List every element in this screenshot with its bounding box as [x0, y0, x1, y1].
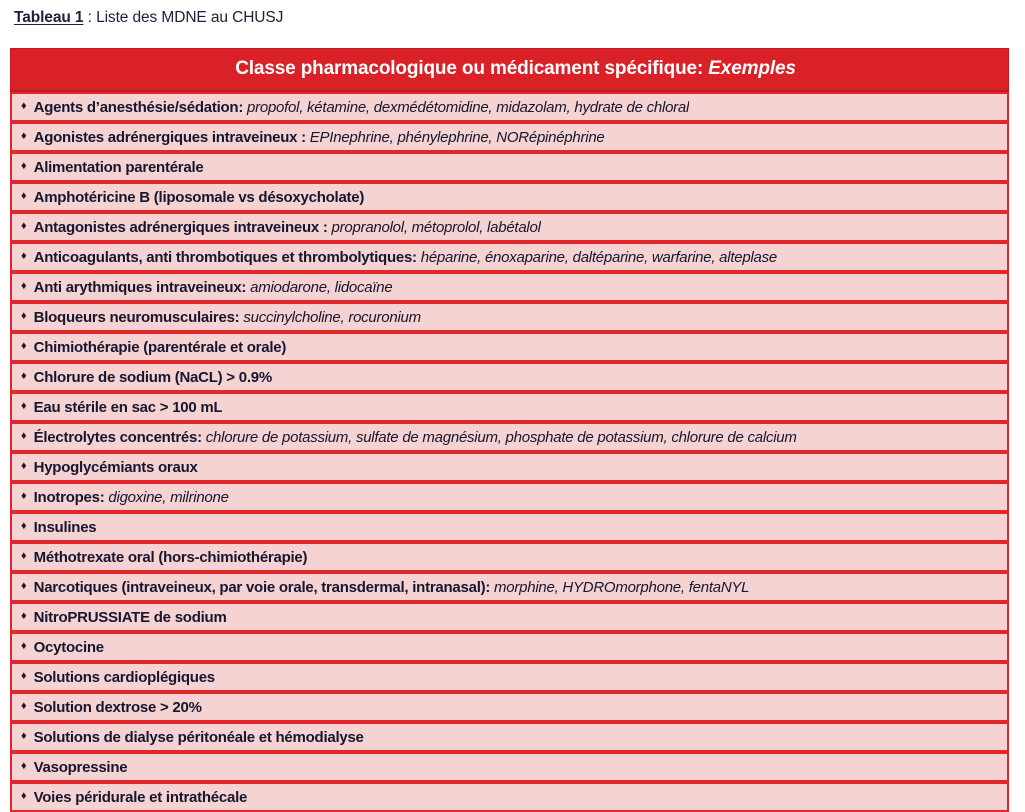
- list-item-label: Solutions de dialyse péritonéale et hémodialyse: [33, 728, 364, 746]
- list-item: [12, 484, 1007, 510]
- table-caption-text: : Liste des MDNE au CHUSJ: [83, 9, 284, 26]
- list-item-text: [34, 249, 777, 266]
- table-row: [10, 602, 1009, 632]
- list-item-text: [34, 219, 541, 236]
- list-item-label: Chimiothérapie (parentérale et orale): [33, 338, 287, 356]
- table-caption: [14, 8, 283, 28]
- list-item: [12, 454, 1007, 480]
- table-cell: [10, 152, 1009, 182]
- table-row: [10, 632, 1009, 662]
- list-item-text: [34, 309, 421, 326]
- table-header-examples-word: Exemples: [708, 58, 796, 79]
- mdne-table: [10, 48, 1009, 812]
- table-row: [10, 422, 1009, 452]
- list-item-text: [34, 189, 365, 206]
- list-item-label: Électrolytes concentrés:: [33, 428, 202, 446]
- diamond-bullet-icon: ♦: [21, 99, 27, 112]
- table-row: [10, 692, 1009, 722]
- list-item-examples: digoxine, milrinone: [108, 488, 229, 506]
- diamond-bullet-icon: ♦: [21, 159, 27, 172]
- list-item-label: Méthotrexate oral (hors-chimiothérapie): [33, 548, 308, 566]
- list-item: [12, 424, 1007, 450]
- list-item: [12, 334, 1007, 360]
- list-item-label: Solutions cardioplégiques: [33, 668, 215, 686]
- table-row: [10, 752, 1009, 782]
- diamond-bullet-icon: ♦: [21, 309, 27, 322]
- table-cell: [10, 542, 1009, 572]
- list-item-text: [34, 519, 97, 536]
- table-cell: [10, 632, 1009, 662]
- table-row: [10, 722, 1009, 752]
- list-item: [12, 754, 1007, 780]
- table-row: [10, 302, 1009, 332]
- diamond-bullet-icon: ♦: [21, 369, 27, 382]
- table-row: [10, 272, 1009, 302]
- list-item-label: Agonistes adrénergiques intraveineux :: [33, 128, 306, 146]
- table-row: [10, 512, 1009, 542]
- table-cell: [10, 782, 1009, 812]
- list-item-label: Vasopressine: [33, 758, 128, 776]
- table-row: [10, 482, 1009, 512]
- table-row: [10, 242, 1009, 272]
- table-cell: [10, 122, 1009, 152]
- table-row: [10, 782, 1009, 812]
- list-item-text: [34, 399, 223, 416]
- diamond-bullet-icon: ♦: [21, 759, 27, 772]
- table-cell: [10, 512, 1009, 542]
- table-cell: [10, 92, 1009, 122]
- list-item: [12, 634, 1007, 660]
- list-item: [12, 724, 1007, 750]
- list-item-text: [34, 549, 308, 566]
- list-item: [12, 664, 1007, 690]
- table-row: [10, 332, 1009, 362]
- diamond-bullet-icon: ♦: [21, 429, 27, 442]
- table-cell: [10, 272, 1009, 302]
- list-item-label: Amphotéricine B (liposomale vs désoxycholate): [33, 188, 365, 206]
- list-item-label: Narcotiques (intraveineux, par voie orale, transdermal, intranasal):: [33, 578, 491, 596]
- list-item-text: [34, 669, 215, 686]
- list-item: [12, 304, 1007, 330]
- table-row: [10, 182, 1009, 212]
- list-item-text: [34, 279, 393, 296]
- diamond-bullet-icon: ♦: [21, 789, 27, 802]
- table-row: [10, 572, 1009, 602]
- list-item-examples: EPInephrine, phénylephrine, NORépinéphrine: [309, 128, 605, 146]
- list-item-examples: morphine, HYDROmorphone, fentaNYL: [494, 578, 750, 596]
- table-cell: [10, 722, 1009, 752]
- list-item-text: [34, 579, 750, 596]
- list-item-label: Ocytocine: [33, 638, 104, 656]
- diamond-bullet-icon: ♦: [21, 609, 27, 622]
- list-item-label: Anticoagulants, anti thrombotiques et thrombolytiques:: [33, 248, 417, 266]
- table-row: [10, 122, 1009, 152]
- list-item-examples: propranolol, métoprolol, labétalol: [331, 218, 541, 236]
- diamond-bullet-icon: ♦: [21, 579, 27, 592]
- diamond-bullet-icon: ♦: [21, 669, 27, 682]
- list-item-text: [34, 759, 128, 776]
- list-item: [12, 244, 1007, 270]
- diamond-bullet-icon: ♦: [21, 549, 27, 562]
- list-item: [12, 184, 1007, 210]
- table-cell: [10, 452, 1009, 482]
- diamond-bullet-icon: ♦: [21, 639, 27, 652]
- diamond-bullet-icon: ♦: [21, 399, 27, 412]
- diamond-bullet-icon: ♦: [21, 699, 27, 712]
- list-item-label: Chlorure de sodium (NaCL) > 0.9%: [33, 368, 272, 386]
- list-item-text: [34, 639, 104, 656]
- table-row: [10, 662, 1009, 692]
- list-item-text: [34, 789, 247, 806]
- table-row: [10, 362, 1009, 392]
- list-item-text: [34, 489, 229, 506]
- list-item: [12, 364, 1007, 390]
- table-cell: [10, 692, 1009, 722]
- table-header: [10, 48, 1009, 92]
- list-item-text: [34, 609, 227, 626]
- list-item-text: [34, 159, 204, 176]
- list-item: [12, 274, 1007, 300]
- list-item-examples: amiodarone, lidocaïne: [250, 278, 393, 296]
- list-item: [12, 784, 1007, 810]
- table-header-row: [10, 48, 1009, 92]
- list-item-examples: héparine, énoxaparine, daltéparine, warfarine, alteplase: [420, 248, 777, 266]
- table-cell: [10, 392, 1009, 422]
- list-item-text: [34, 699, 202, 716]
- list-item: [12, 394, 1007, 420]
- list-item-text: [34, 729, 364, 746]
- list-item-label: Inotropes:: [33, 488, 105, 506]
- list-item-text: [34, 339, 287, 356]
- table-cell: [10, 602, 1009, 632]
- table-header-title: Classe pharmacologique ou médicament spécifique:: [235, 58, 704, 79]
- table-cell: [10, 332, 1009, 362]
- list-item: [12, 514, 1007, 540]
- diamond-bullet-icon: ♦: [21, 519, 27, 532]
- table-cell: [10, 302, 1009, 332]
- diamond-bullet-icon: ♦: [21, 279, 27, 292]
- list-item-examples: chlorure de potassium, sulfate de magnésium, phosphate de potassium, chlorure de calcium: [205, 428, 797, 446]
- diamond-bullet-icon: ♦: [21, 489, 27, 502]
- table-row: [10, 212, 1009, 242]
- list-item-label: Insulines: [33, 518, 97, 536]
- list-item-examples: succinylcholine, rocuronium: [243, 308, 421, 326]
- list-item-label: Hypoglycémiants oraux: [33, 458, 198, 476]
- list-item-label: Antagonistes adrénergiques intraveineux :: [33, 218, 328, 236]
- table-cell: [10, 662, 1009, 692]
- list-item-text: [34, 369, 272, 386]
- list-item-label: Agents d’anesthésie/sédation:: [33, 98, 244, 116]
- list-item: [12, 544, 1007, 570]
- table-row: [10, 392, 1009, 422]
- list-item-label: Alimentation parentérale: [33, 158, 204, 176]
- table-row: [10, 542, 1009, 572]
- diamond-bullet-icon: ♦: [21, 339, 27, 352]
- diamond-bullet-icon: ♦: [21, 459, 27, 472]
- table-caption-label: Tableau 1: [14, 9, 84, 26]
- list-item: [12, 94, 1007, 120]
- list-item: [12, 154, 1007, 180]
- list-item-text: [34, 129, 605, 146]
- table-cell: [10, 212, 1009, 242]
- diamond-bullet-icon: ♦: [21, 249, 27, 262]
- table-cell: [10, 422, 1009, 452]
- diamond-bullet-icon: ♦: [21, 219, 27, 232]
- list-item-text: [34, 429, 797, 446]
- list-item: [12, 124, 1007, 150]
- table-cell: [10, 182, 1009, 212]
- table-row: [10, 92, 1009, 122]
- table-cell: [10, 572, 1009, 602]
- list-item-text: [34, 459, 198, 476]
- list-item-label: Bloqueurs neuromusculaires:: [33, 308, 240, 326]
- list-item: [12, 604, 1007, 630]
- table-row: [10, 452, 1009, 482]
- list-item-label: Anti arythmiques intraveineux:: [33, 278, 247, 296]
- diamond-bullet-icon: ♦: [21, 129, 27, 142]
- list-item-label: Solution dextrose > 20%: [33, 698, 202, 716]
- table-row: [10, 152, 1009, 182]
- table-body: [10, 92, 1009, 812]
- list-item-text: [34, 99, 689, 116]
- list-item-label: Voies péridurale et intrathécale: [33, 788, 248, 806]
- list-item: [12, 574, 1007, 600]
- table-cell: [10, 242, 1009, 272]
- list-item-examples: propofol, kétamine, dexmédétomidine, midazolam, hydrate de chloral: [247, 98, 690, 116]
- list-item-label: NitroPRUSSIATE de sodium: [33, 608, 227, 626]
- list-item: [12, 694, 1007, 720]
- diamond-bullet-icon: ♦: [21, 189, 27, 202]
- list-item-label: Eau stérile en sac > 100 mL: [33, 398, 223, 416]
- list-item: [12, 214, 1007, 240]
- table-header-cell: [10, 48, 1009, 92]
- diamond-bullet-icon: ♦: [21, 729, 27, 742]
- table-cell: [10, 482, 1009, 512]
- table-cell: [10, 752, 1009, 782]
- table-cell: [10, 362, 1009, 392]
